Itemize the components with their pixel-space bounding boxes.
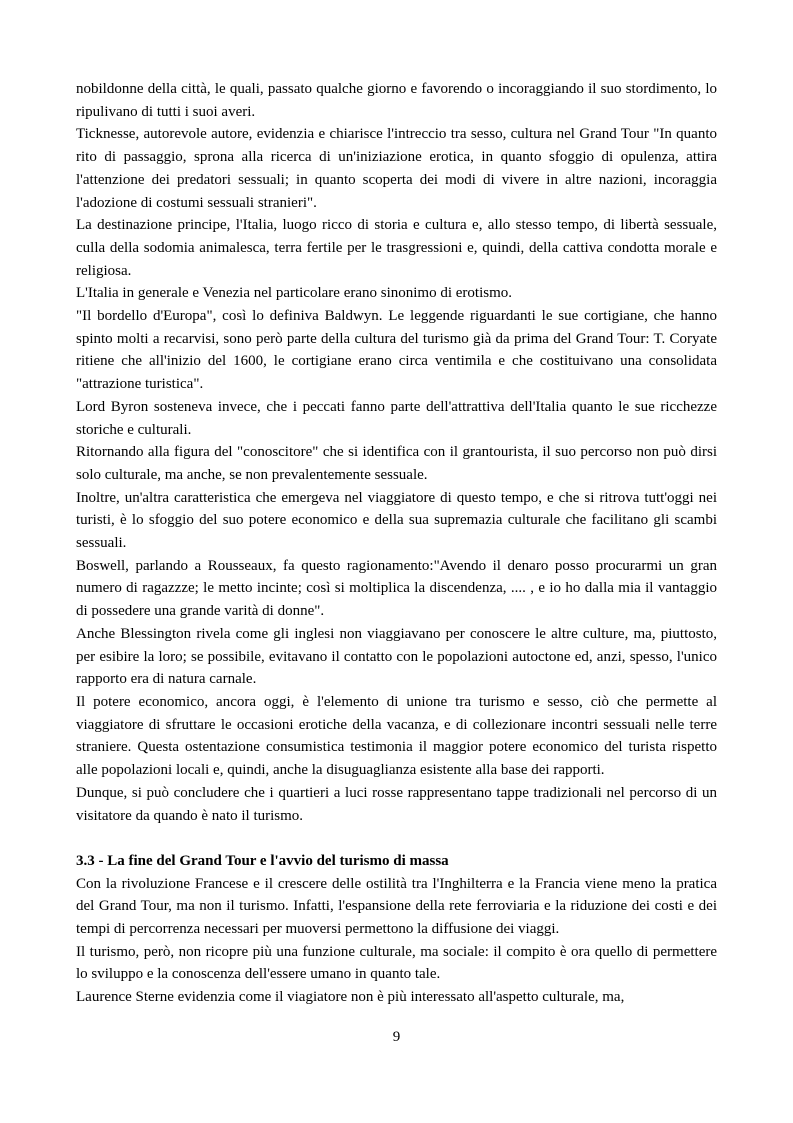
paragraph: Ticknesse, autorevole autore, evidenzia e chiarisce l'intreccio tra sesso, cultura nel Grand Tour "In quanto rito di passaggio, sprona alla ricerca di un'iniziazione erotica, in quanto sfoggio di opulenza, attira l'attenzione dei predatori sessuali; in quanto scoperta dei modi di vivere in altre nazioni, incoraggia l'adozione di costumi sessuali stranieri". [76,126,717,211]
paragraph: Il turismo, però, non ricopre più una funzione culturale, ma sociale: il compito è ora quello di permettere lo sviluppo e la conoscenza dell'essere umano in quanto tale. [76,943,717,983]
paragraph: Ritornando alla figura del "conoscitore" che si identifica con il grantourista, il suo percorso non può dirsi solo culturale, ma anche, se non prevalentemente sessuale. [76,444,717,483]
paragraph: Laurence Sterne evidenzia come il viagiatore non è più interessato all'aspetto culturale, ma, [76,989,625,1006]
paragraph: nobildonne della città, le quali, passato qualche giorno e favorendo o incoraggiando il suo stordimento, lo ripulivano di tutti i suoi averi. [76,81,717,120]
paragraph: L'Italia in generale e Venezia nel particolare erano sinonimo di erotismo. [76,285,513,302]
document-page [76,78,717,1009]
paragraph: "Il bordello d'Europa", così lo definiva Baldwyn. Le leggende riguardanti le sue cortigiane, che hanno spinto molti a recarvisi, sono però parte della cultura del turismo già da prima del Grand Tour: T. Coryate ritiene che all'inizio del 1600, le cortigiane erano circa ventimila e che costituivano una consolidata "attrazione turistica". [76,308,717,393]
paragraph: La destinazione principe, l'Italia, luogo ricco di storia e cultura e, allo stesso tempo, di libertà sessuale, culla della sodomia animalesca, terra fertile per le trasgressioni e, quindi, della cattiva condotta morale e religiosa. [76,217,717,279]
paragraph: Con la rivoluzione Francese e il crescere delle ostilità tra l'Inghilterra e la Francia viene meno la pratica del Grand Tour, ma non il turismo. Infatti, l'espansione della rete ferroviaria e la riduzione dei costi e dei tempi di percorrenza necessari per muoversi permettono la diffusione dei viaggi. [76,875,717,937]
paragraph: Inoltre, un'altra caratteristica che emergeva nel viaggiatore di questo tempo, e che si ritrova tutt'oggi nei turisti, è lo sfoggio del suo potere economico e della sua supremazia culturale che facilitano gli scambi sessuali. [76,489,717,552]
paragraph: Dunque, si può concludere che i quartieri a luci rosse rappresentano tappe tradizionali nel percorso di un visitatore da quando è nato il turismo. [76,784,717,824]
page-number: 9 [392,1029,401,1045]
paragraph: Il potere economico, ancora oggi, è l'elemento di unione tra turismo e sesso, ciò che permette al viaggiatore di sfruttare le occasioni erotiche della vacanza, e di collezionare incontri sessuali nelle terre straniere. Questa ostentazione consumistica testimonia il maggior potere economico del turista rispetto alle popolazioni locali e, quindi, anche la disuguaglianza esistente alla base dei rapporti. [76,693,717,779]
paragraph: Anche Blessington rivela come gli inglesi non viaggiavano per conoscere le altre culture, ma, piuttosto, per esibire la loro; se possibile, evitavano il contatto con le popolazioni autoctone ed, anzi, spesso, l'unico rapporto era di natura carnale. [76,625,717,688]
section-heading: 3.3 - La fine del Grand Tour e l'avvio del turismo di massa [76,852,449,869]
paragraph: Lord Byron sosteneva invece, che i peccati fanno parte dell'attrattiva dell'Italia quanto le sue ricchezze storiche e culturali. [76,398,717,438]
paragraph: Boswell, parlando a Rousseaux, fa questo ragionamento:"Avendo il denaro posso procurarmi un gran numero di ragazzze; le metto incinte; così si moltiplica la discendenza, .... , e io ho dalla mia il vantaggio di possedere una grande varità di donne". [76,557,717,620]
